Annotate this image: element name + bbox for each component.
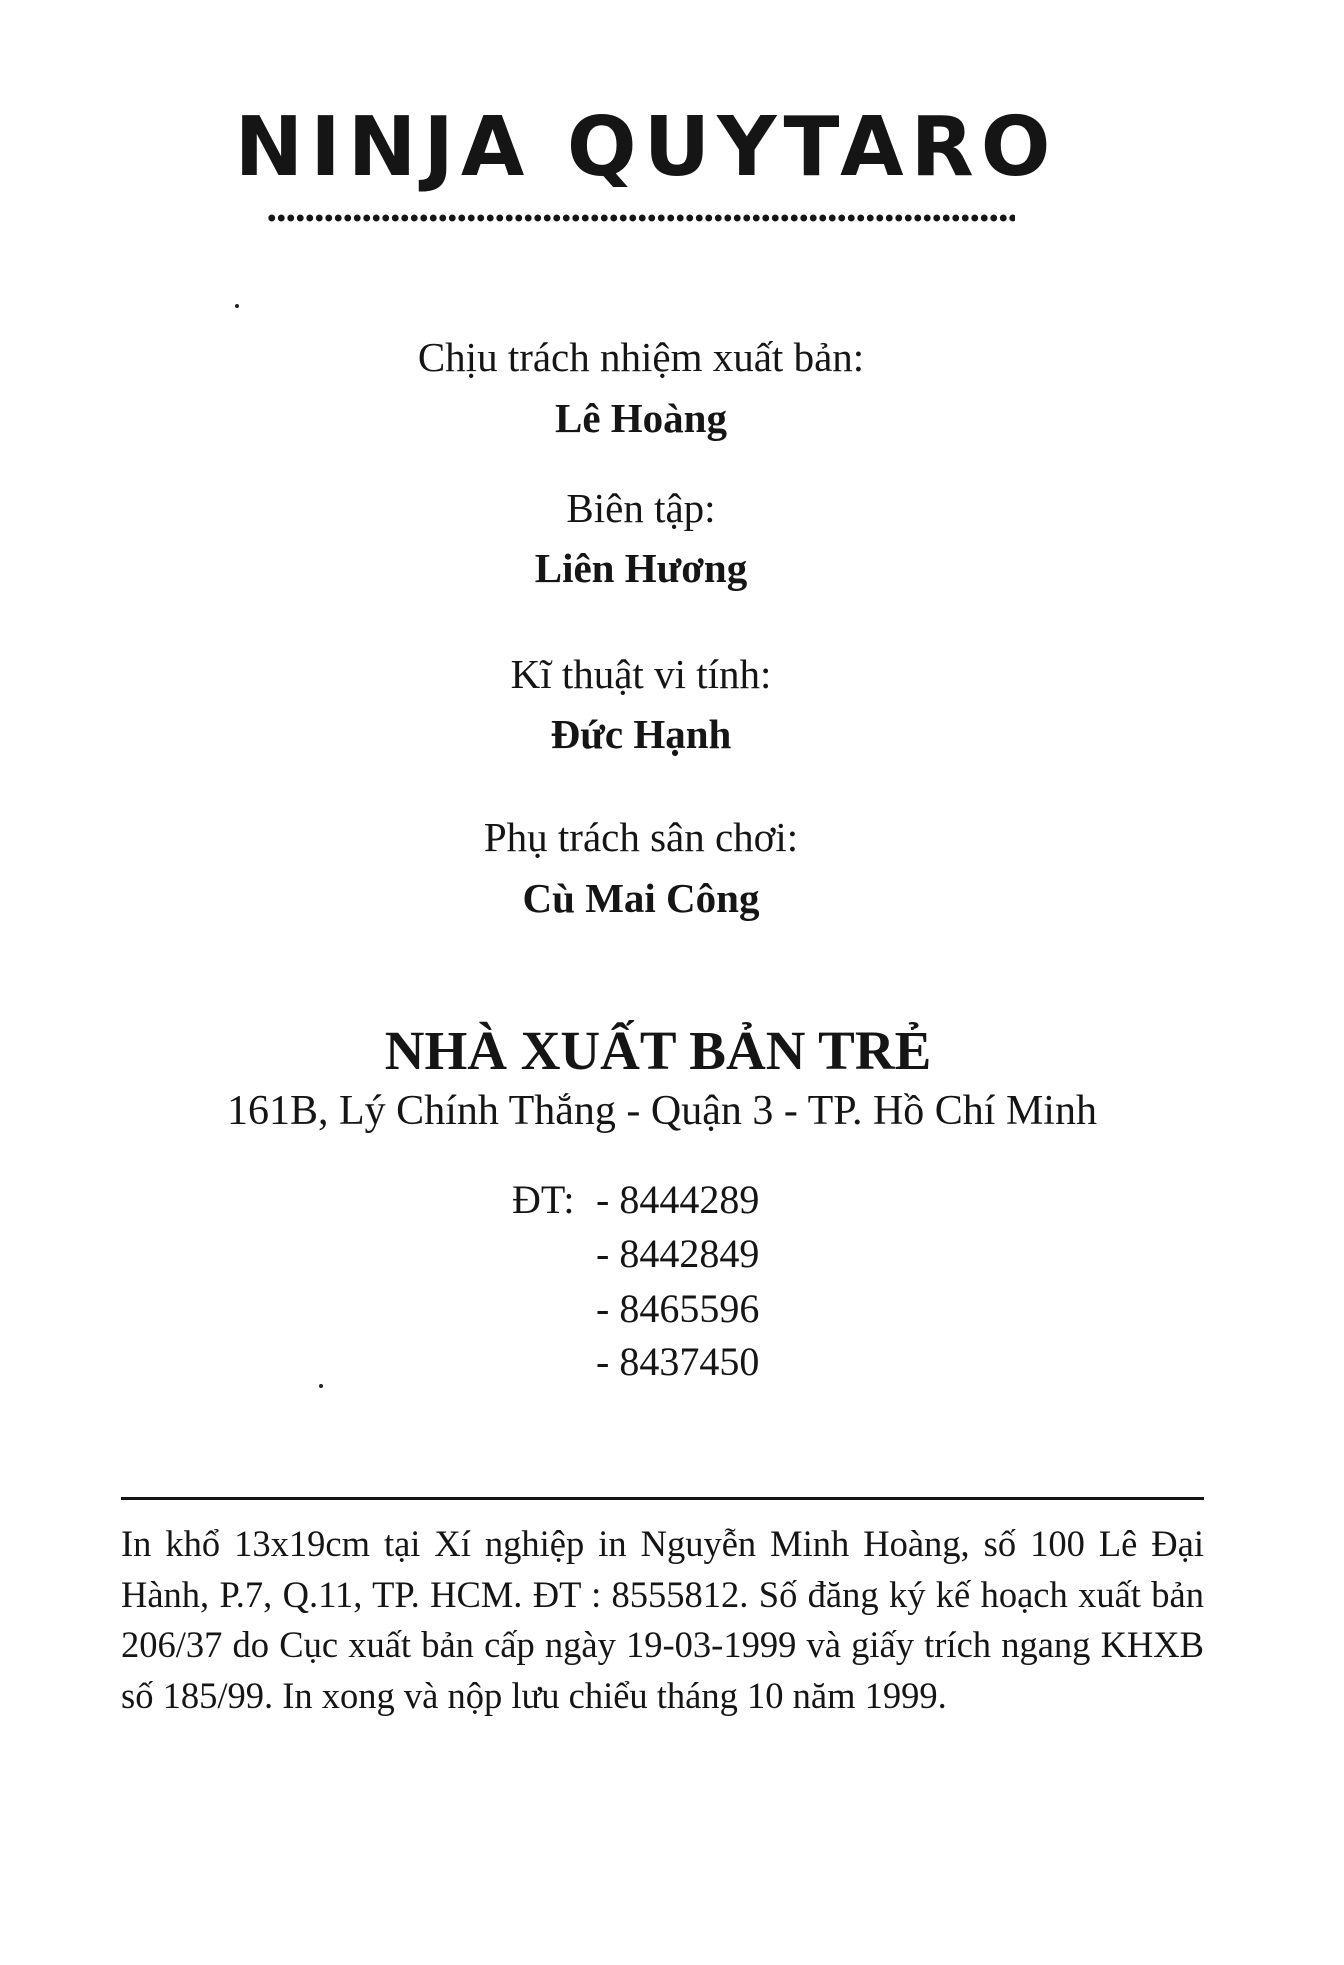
credit-name-typesetting: Đức Hạnh <box>550 711 732 757</box>
phone-number: - 8442849 <box>596 1231 760 1276</box>
imprint-notice: In khổ 13x19cm tại Xí nghiệp in Nguyễn Minh Hoàng, số 100 Lê Đại Hành, P.7, Q.11, TP. HCM. ĐT : 8555812. Số đăng ký kế hoạch xuất bản 206/37 do Cục xuất bản cấp ngày 19-03-1999 và giấy trích ngang KHXB số 185/99. In xong và nộp lưu chiểu tháng 10 năm 1999. <box>121 1523 1204 1716</box>
horizontal-rule <box>121 1497 1204 1500</box>
credit-role-playground: Phụ trách sân chơi: <box>483 814 799 860</box>
print-speck <box>319 1384 323 1388</box>
phone-number: - 8444289 <box>596 1177 760 1222</box>
book-title: NINJA QUYTARO <box>234 100 1058 195</box>
phone-number: - 8465596 <box>596 1286 760 1331</box>
credit-role-typesetting: Kĩ thuật vi tính: <box>510 651 772 697</box>
dotted-divider <box>267 212 1015 224</box>
credit-name-playground: Cù Mai Công <box>522 875 760 921</box>
credit-role-publisher-responsible: Chịu trách nhiệm xuất bản: <box>417 334 865 380</box>
credit-name-editor: Liên Hương <box>534 545 748 591</box>
publisher-name: NHÀ XUẤT BẢN TRẺ <box>384 1020 932 1081</box>
phone-label: ĐT: <box>512 1177 575 1222</box>
credit-role-editor: Biên tập: <box>566 485 716 531</box>
publisher-address: 161B, Lý Chính Thắng - Quận 3 - TP. Hồ Chí Minh <box>227 1088 1097 1134</box>
phone-number: - 8437450 <box>596 1339 760 1384</box>
print-speck <box>235 304 239 308</box>
credit-name-publisher-responsible: Lê Hoàng <box>555 395 727 441</box>
